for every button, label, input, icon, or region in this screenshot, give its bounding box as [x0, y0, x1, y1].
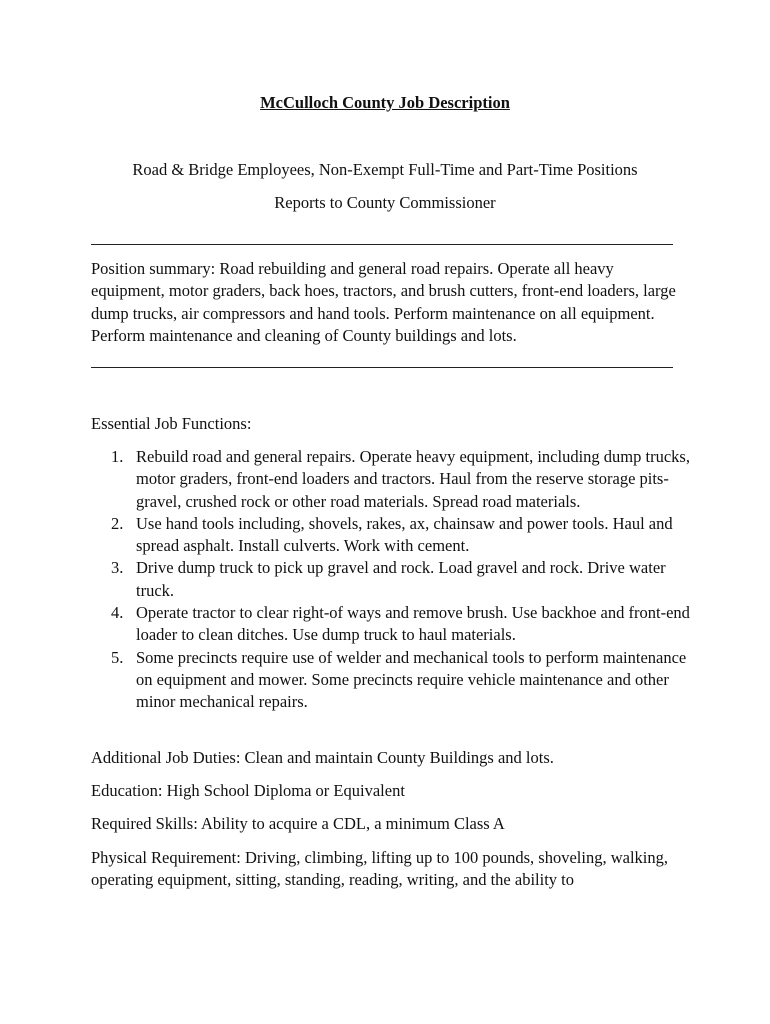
list-item: 3. Drive dump truck to pick up gravel and rock. Load gravel and rock. Drive water truck. — [111, 558, 666, 600]
document-title: McCulloch County Job Description — [260, 93, 510, 112]
essential-functions-list — [111, 446, 696, 714]
reports-to-line: Reports to County Commissioner — [274, 193, 496, 212]
education: Education: High School Diploma or Equivalent — [91, 781, 405, 800]
divider-top — [91, 244, 673, 245]
list-item: 2. Use hand tools including, shovels, rakes, ax, chainsaw and power tools. Haul and spread asphalt. Install culverts. Work with cement. — [111, 513, 673, 556]
essential-functions-heading: Essential Job Functions: — [91, 414, 252, 433]
document-subtitle: Road & Bridge Employees, Non-Exempt Full-Time and Part-Time Positions — [132, 160, 638, 179]
list-item: 5. Some precincts require use of welder and mechanical tools to perform maintenance on equipment and mower. Some precincts require vehicle maintenance and other minor mechanical repairs. — [111, 647, 687, 712]
list-item: 4. Operate tractor to clear right-of ways and remove brush. Use backhoe and front-end loader to clean ditches. Use dump truck to haul materials. — [111, 603, 690, 645]
list-item: 1. Rebuild road and general repairs. Operate heavy equipment, including dump trucks, motor graders, front-end loaders and tractors. Haul from the reserve storage pits-gravel, crushed rock or other road materials. Spread road materials. — [111, 447, 690, 511]
position-summary: Position summary: Road rebuilding and general road repairs. Operate all heavy equipment, motor graders, back hoes, tractors, and brush cutters, front-end loaders, large dump trucks, air compressors and hand tools. Perform maintenance on all equipment. Perform maintenance and cleaning of County buildings and lots. — [91, 259, 676, 345]
divider-bottom — [91, 367, 673, 368]
required-skills: Required Skills: Ability to acquire a CDL, a minimum Class A — [91, 814, 505, 833]
additional-duties: Additional Job Duties: Clean and maintain County Buildings and lots. — [91, 748, 554, 767]
physical-requirement: Physical Requirement: Driving, climbing, lifting up to 100 pounds, shoveling, walking, operating equipment, sitting, standing, reading, writing, and the ability to — [91, 848, 668, 890]
